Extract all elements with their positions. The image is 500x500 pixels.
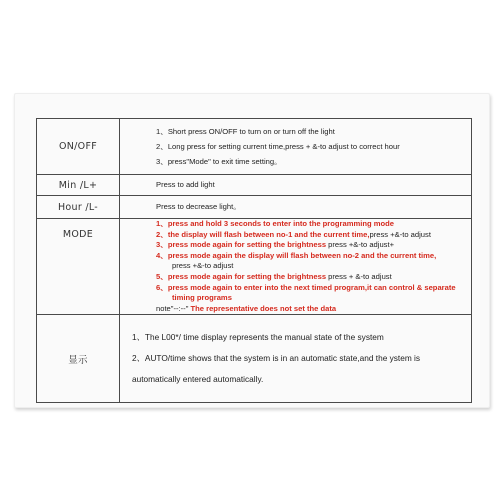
mode-line-5-highlight: 5、press mode again for setting the brightness (156, 271, 329, 281)
mode-line-2-highlight: 2、the display will flash between no-1 and the current time, (156, 229, 370, 239)
content-display (120, 315, 472, 403)
mode-line-2 (156, 230, 467, 241)
row-display (37, 315, 472, 403)
mode-note-text: The representative does not set the data (190, 303, 337, 313)
mode-line-4-cont: press +&-to adjust (172, 261, 234, 271)
label-mode: MODE (37, 219, 120, 315)
instruction-table (36, 118, 472, 403)
label-hour-l-minus: Hour /L- (37, 196, 120, 219)
mode-line-6: 6、press mode again to enter into the next timed program,it can control & separate (156, 282, 456, 292)
row-min-l-plus (37, 175, 472, 196)
mode-line-3 (156, 240, 467, 251)
mode-line-6-cont: timing programs (172, 293, 232, 303)
row-hour-l-minus (37, 196, 472, 219)
hour-line-1: Press to decrease light。 (156, 201, 241, 211)
content-mode (120, 219, 472, 315)
content-hour-l-minus (120, 196, 472, 219)
row-on-off (37, 119, 472, 175)
mode-note (156, 304, 467, 315)
mode-line-3-highlight: 3、press mode again for setting the brightness (156, 240, 329, 250)
label-display: 显示 (37, 315, 120, 403)
mode-line-2-plain: press +&-to adjust (369, 229, 431, 239)
on-off-line-2: 2、Long press for setting current time,press + &-to adjust to correct hour (156, 142, 400, 151)
display-line-3: automatically entered automatically. (132, 374, 264, 385)
content-on-off (120, 119, 472, 175)
min-line-1: Press to add light (156, 179, 215, 189)
mode-line-4: 4、press mode again the display will flash between no-2 and the current time, (156, 250, 437, 260)
on-off-line-3: 3、press"Mode" to exit time setting。 (156, 157, 282, 166)
display-line-2: 2、AUTO/time shows that the system is in an automatic state,and the ystem is (132, 353, 421, 364)
mode-line-1: 1、press and hold 3 seconds to enter into the programming mode (156, 219, 394, 228)
display-line-1: 1、The L00*/ time display represents the manual state of the system (132, 332, 384, 343)
label-min-l-plus: Min /L+ (37, 175, 120, 196)
mode-line-5 (156, 272, 467, 283)
mode-note-prefix: note"--:--" (156, 303, 191, 313)
label-on-off: ON/OFF (37, 119, 120, 175)
content-min-l-plus (120, 175, 472, 196)
on-off-line-1: 1、Short press ON/OFF to turn on or turn off the light (156, 127, 335, 136)
mode-line-5-plain: press + &-to adjust (328, 271, 392, 281)
row-mode (37, 219, 472, 315)
mode-line-3-plain: press +&-to adjust+ (328, 240, 395, 250)
